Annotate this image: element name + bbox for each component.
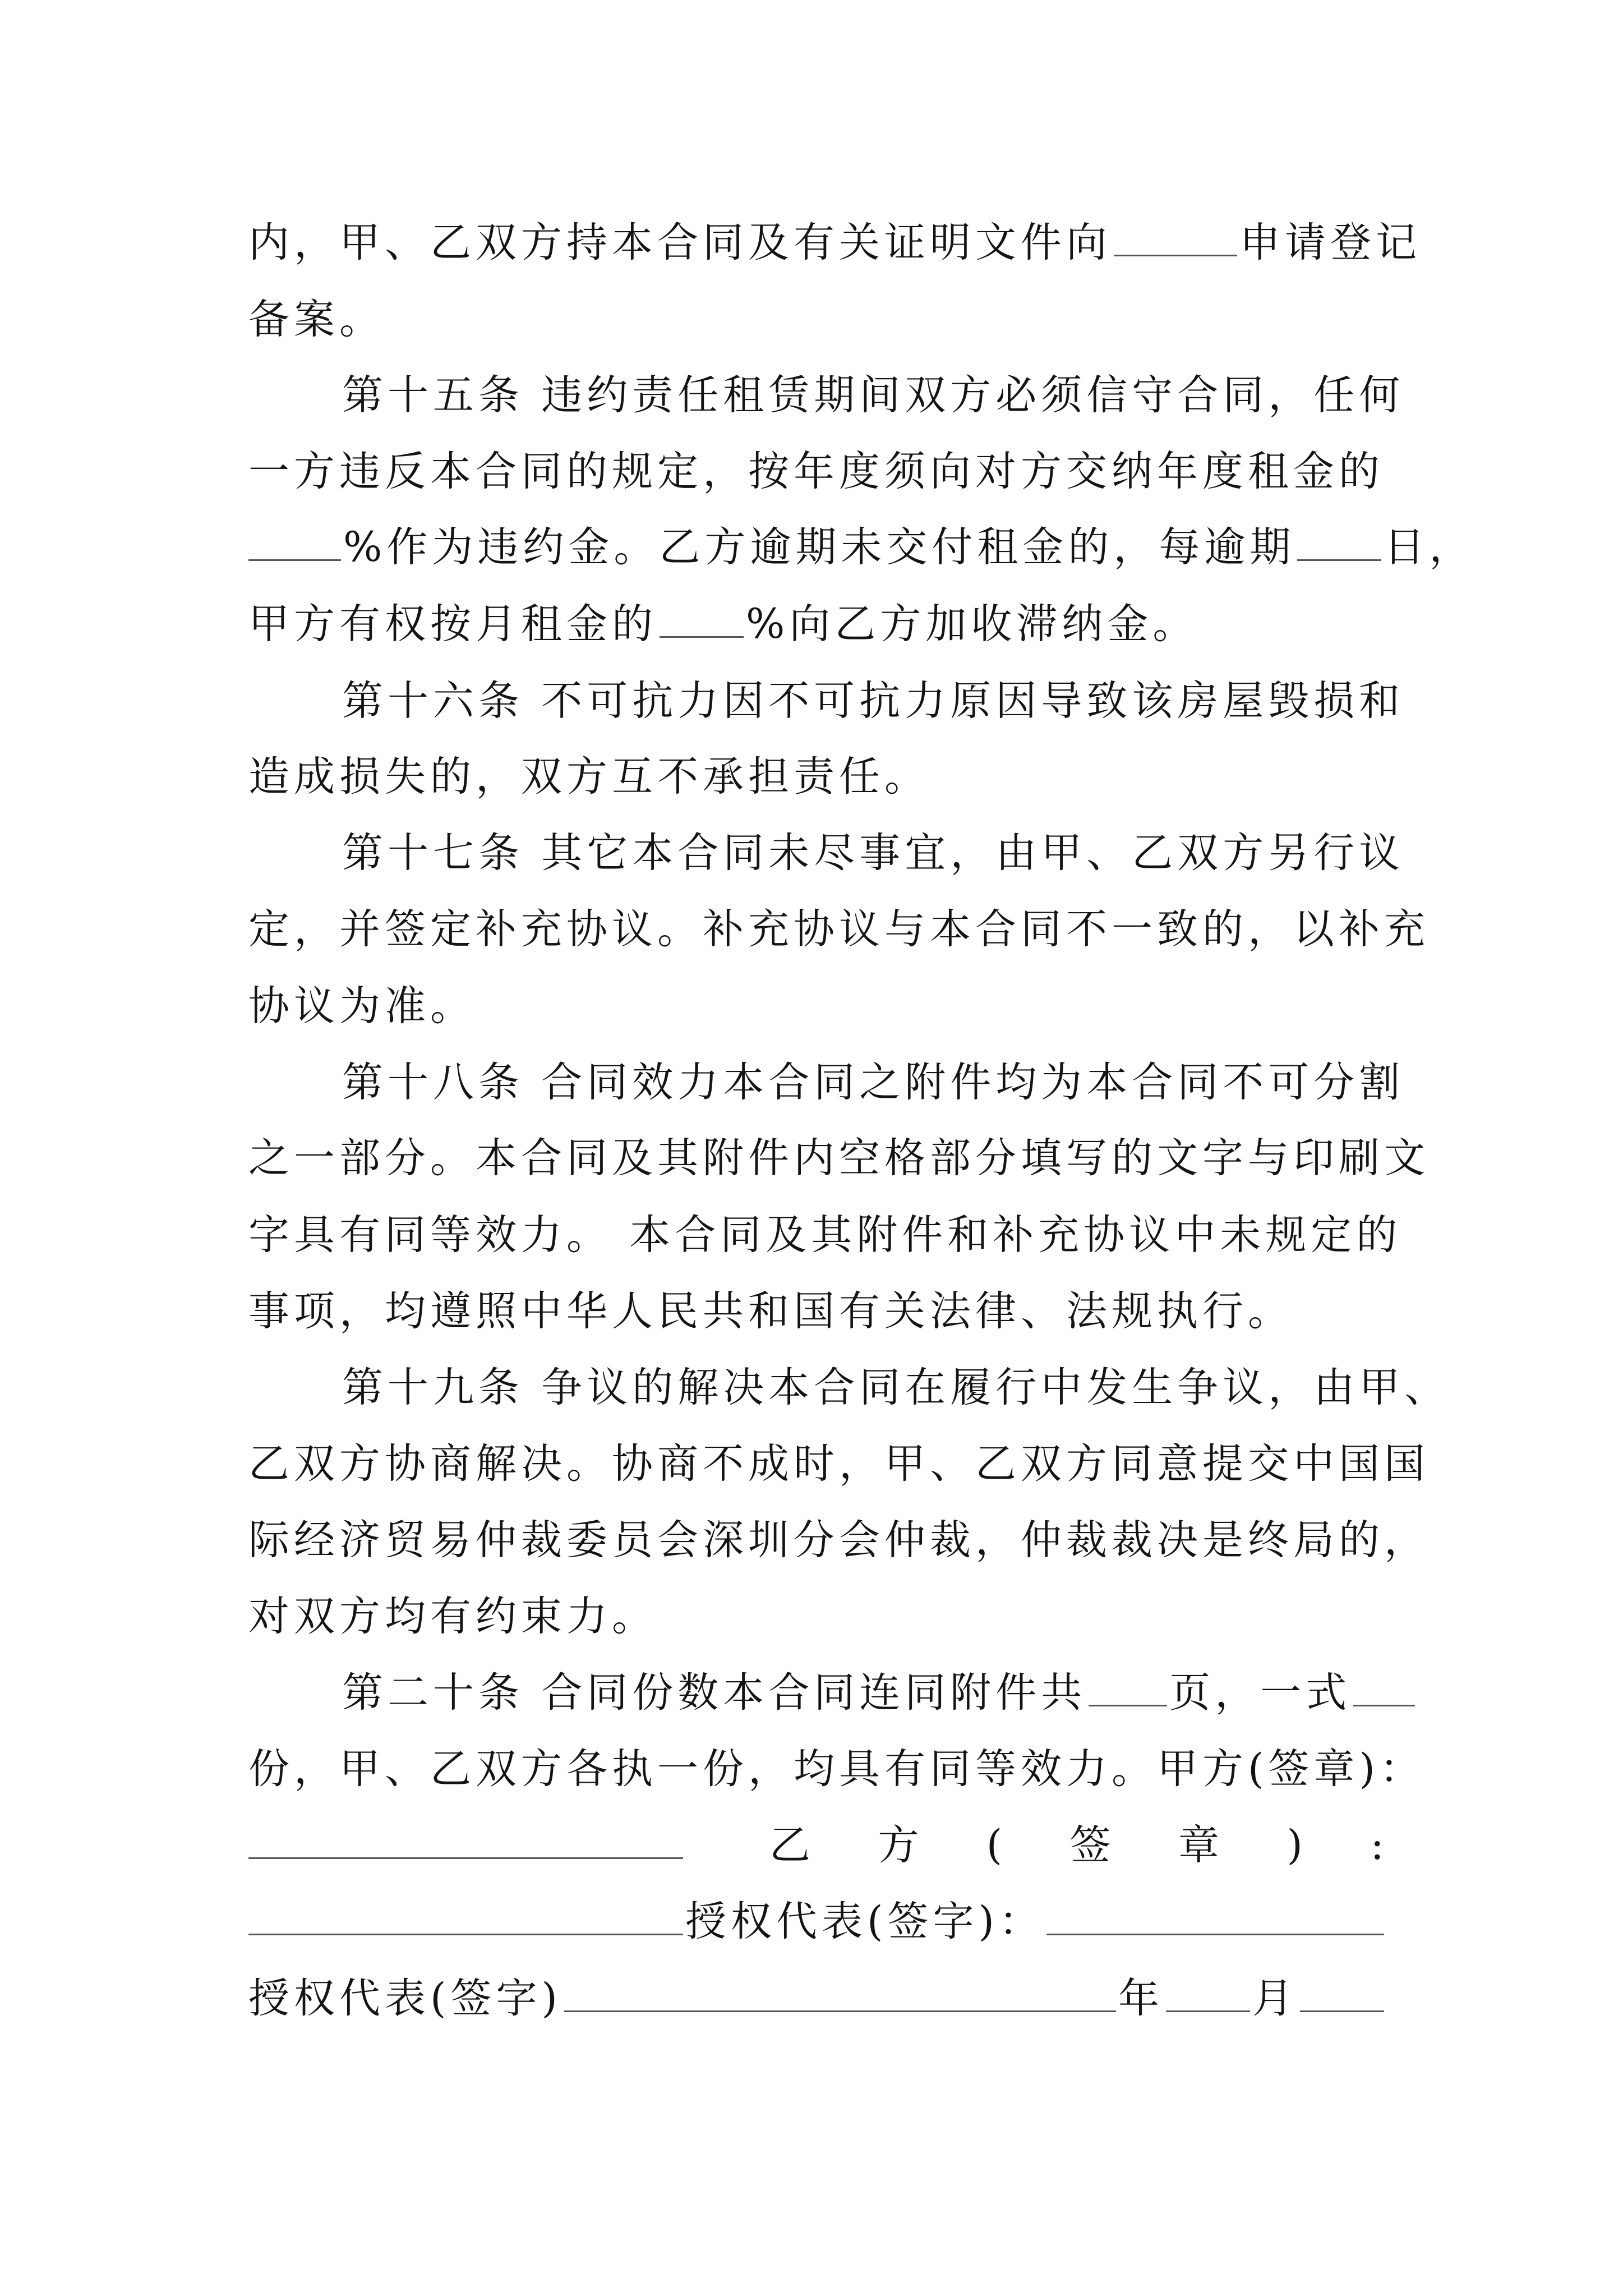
text-line: 造成损失的，双方互不承担责任。	[248, 753, 930, 800]
text-segment: %向乙方加收滞纳金。	[746, 600, 1198, 648]
fill-blank	[1297, 524, 1381, 561]
label-char: 签	[1069, 1821, 1111, 1869]
text-line: 字具有同等效力。 本合同及其附件和补充协议中未规定的	[248, 1211, 1402, 1259]
signature-line-date	[248, 1971, 1384, 2027]
year-label: 年	[1118, 1975, 1164, 2022]
fill-blank	[248, 524, 341, 561]
text-line: 际经济贸易仲裁委员会深圳分会仲裁，仲裁裁决是终局的，	[248, 1516, 1430, 1564]
text-line: 一方违反本合同的规定，按年度须向对方交纳年度租金的	[248, 448, 1384, 495]
article-20-heading	[342, 1665, 1384, 1721]
text-line	[248, 519, 1475, 576]
text-line: 事项，均遵照中华人民共和国有关法律、法规执行。	[248, 1287, 1293, 1335]
text-segment: 申请登记	[1239, 219, 1421, 266]
text-line: 协议为准。	[248, 982, 476, 1030]
article-19-heading: 第十九条 争议的解决本合同在履行中发生争议，由甲、	[342, 1364, 1450, 1411]
text-line: 定，并签定补充协议。补充协议与本合同不一致的，以补充	[248, 905, 1430, 953]
label-char: :	[1370, 1821, 1384, 1869]
text-segment: 甲方有权按月租金的	[248, 600, 657, 648]
article-18-heading: 第十八条 合同效力本合同之附件均为本合同不可分割	[342, 1059, 1405, 1106]
representative-label: 授权代表(签字)：	[685, 1898, 1044, 1945]
label-char: 乙	[769, 1821, 810, 1869]
text-segment: 页，一式	[1169, 1669, 1352, 1717]
label-char: (	[986, 1821, 1003, 1869]
text-segment: 第二十条 合同份数本合同连同附件共	[342, 1669, 1087, 1717]
text-line: 之一部分。本合同及其附件内空格部分填写的文字与印刷文	[248, 1134, 1430, 1182]
label-char: )	[1287, 1821, 1303, 1869]
text-line: 份，甲、乙双方各执一份，均具有同等效力。甲方(签章)：	[248, 1745, 1425, 1793]
year-blank	[1166, 1976, 1250, 2012]
article-17-heading: 第十七条 其它本合同未尽事宜，由甲、乙双方另行议	[342, 829, 1405, 877]
fill-blank	[1114, 220, 1237, 256]
signature-blank	[1046, 1899, 1384, 1935]
text-segment: 日，	[1384, 523, 1475, 571]
fill-blank	[660, 601, 744, 638]
representative-label: 授权代表(签字)	[248, 1975, 562, 2022]
signature-blank	[564, 1976, 1116, 2012]
signature-line-representative	[248, 1894, 1384, 1950]
party-b-signature-label	[769, 1818, 1384, 1874]
text-line: 乙双方协商解决。协商不成时，甲、乙双方同意提交中国国	[248, 1440, 1430, 1488]
text-line: 对双方均有约束力。	[248, 1593, 657, 1640]
signature-blank	[248, 1823, 683, 1859]
label-char: 方	[878, 1821, 919, 1869]
fill-blank	[1353, 1670, 1415, 1706]
article-16-heading: 第十六条 不可抗力因不可抗力原因导致该房屋毁损和	[342, 677, 1405, 725]
signature-line-party-b	[248, 1818, 1384, 1874]
signature-blank	[248, 1899, 683, 1935]
label-char: 章	[1178, 1821, 1220, 1869]
text-segment: %作为违约金。乙方逾期未交付租金的，每逾期	[343, 523, 1295, 571]
text-line	[248, 215, 1421, 271]
article-15-heading: 第十五条 违约责任租赁期间双方必须信守合同，任何	[342, 371, 1405, 419]
month-blank	[1300, 1976, 1384, 2012]
text-segment: 内，甲、乙双方持本合同及有关证明文件向	[248, 219, 1112, 266]
text-line: 备案。	[248, 296, 385, 343]
fill-blank	[1089, 1670, 1167, 1706]
text-line	[248, 596, 1384, 652]
month-label: 月	[1252, 1975, 1298, 2022]
